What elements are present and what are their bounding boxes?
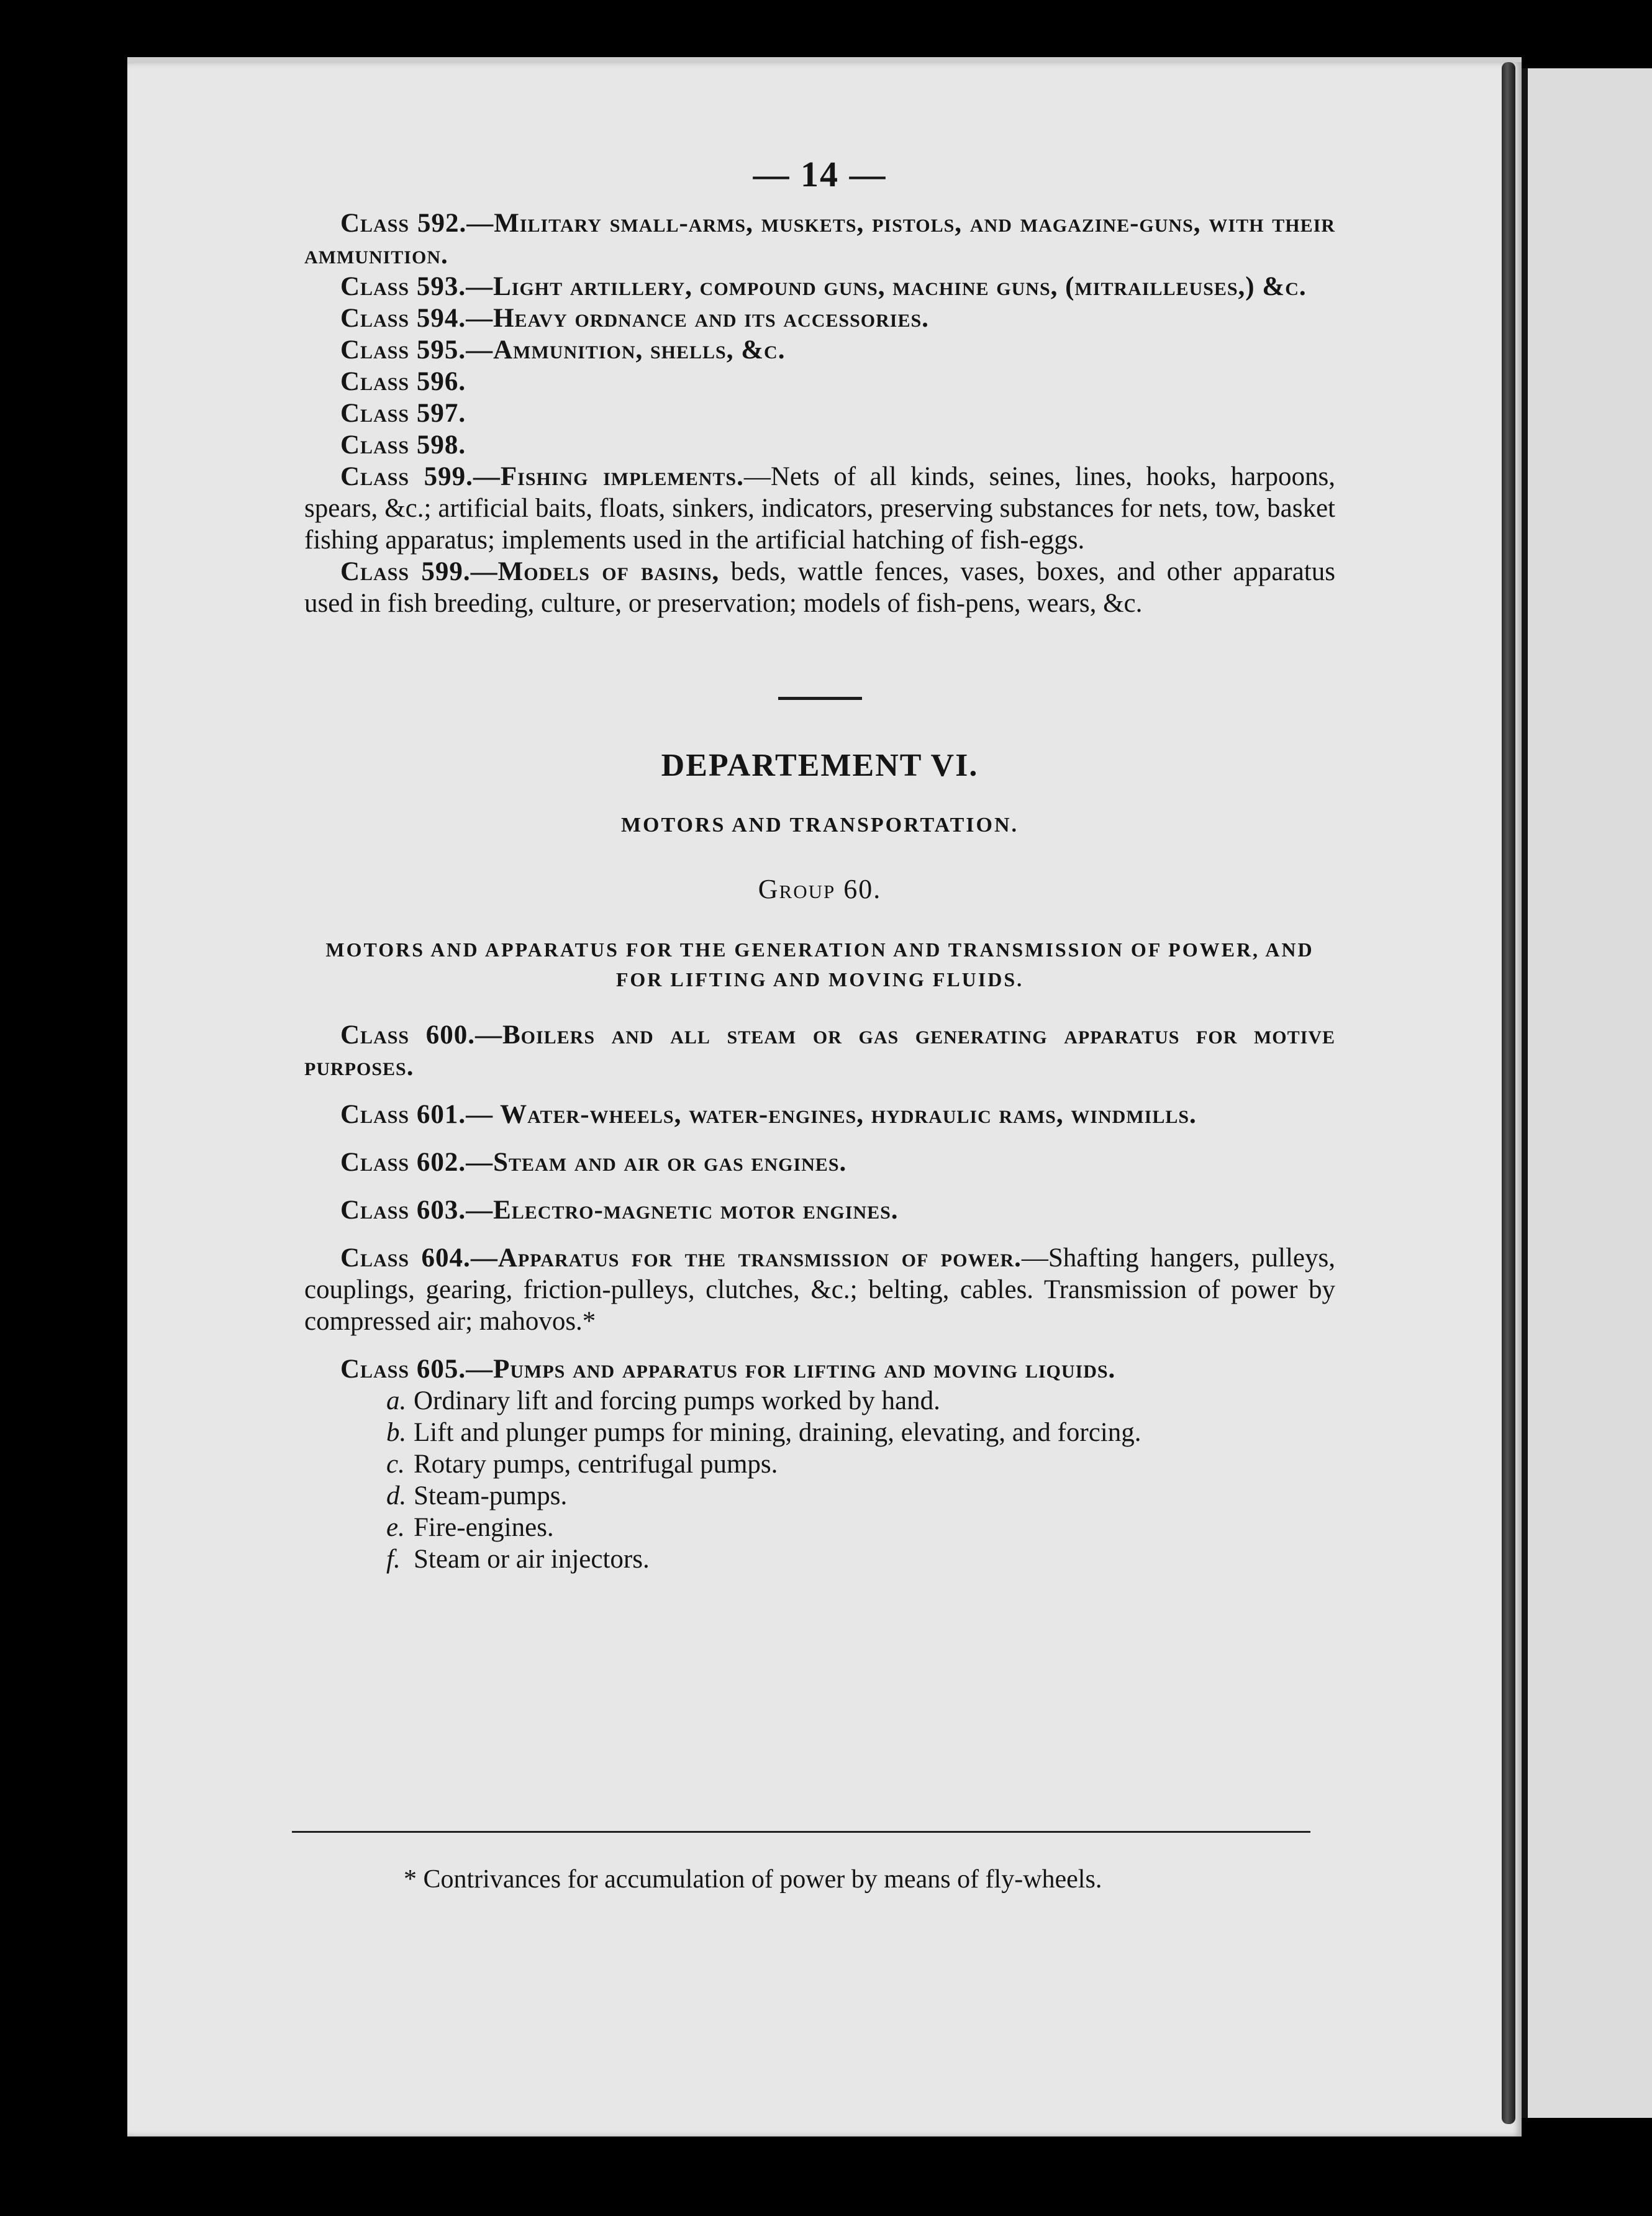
class-entry-595: Class 595.—Ammunition, shells, &c. bbox=[340, 335, 786, 365]
class-entry-600: Class 600.—Boilers and all steam or gas generating apparatus for motive purposes. bbox=[304, 1020, 1335, 1081]
list-item: a. Ordinary lift and forcing pumps worked by hand. bbox=[386, 1386, 940, 1415]
class-entry-593: Class 593.—Light artillery, compound guns, machine guns, (mitrailleuses,) &c. bbox=[340, 272, 1307, 301]
class-605-sublist bbox=[386, 1385, 1335, 1575]
list-item: b. Lift and plunger pumps for mining, draining, elevating, and forcing. bbox=[386, 1418, 1141, 1447]
adjacent-page-edge bbox=[1522, 68, 1652, 2118]
department-subtitle: MOTORS AND TRANSPORTATION. bbox=[620, 814, 1019, 837]
list-item: f. Steam or air injectors. bbox=[386, 1545, 650, 1574]
list-item: d. Steam-pumps. bbox=[386, 1481, 568, 1510]
page-content bbox=[304, 154, 1335, 1575]
bottom-entries bbox=[304, 1019, 1335, 1575]
class-entry-602: Class 602.—Steam and air or gas engines. bbox=[340, 1148, 847, 1177]
footnote: * Contrivances for accumulation of power by means of fly-wheels. bbox=[404, 1865, 1102, 1894]
class-entry-599-fishing: Class 599.—Fishing implements.—Nets of all kinds, seines, lines, hooks, harpoons, spears, &c.; artificial baits, floats, sinkers, indicators, preserving substances for nets, tow, basket fishing apparatus; implements used in the artificial hatching of fish-eggs. bbox=[304, 462, 1335, 555]
class-entry-603: Class 603.—Electro-magnetic motor engines. bbox=[340, 1196, 899, 1225]
class-entry-604: Class 604.—Apparatus for the transmission of power.—Shafting hangers, pulleys, couplings, gearing, friction-pulleys, clutches, &c.; belting, cables. Transmission of power by compressed air; mahovos.* bbox=[304, 1243, 1335, 1336]
list-item: c. Rotary pumps, centrifugal pumps. bbox=[386, 1450, 778, 1479]
class-entry-594: Class 594.—Heavy ordnance and its accessories. bbox=[340, 304, 929, 333]
footnote-divider bbox=[292, 1831, 1310, 1833]
class-entry-592: Class 592.—Military small-arms, muskets, pistols, and magazine-guns, with their ammunition. bbox=[304, 209, 1335, 270]
list-item: e. Fire-engines. bbox=[386, 1513, 554, 1542]
class-entry-605: Class 605.—Pumps and apparatus for lifting and moving liquids. bbox=[340, 1355, 1116, 1384]
section-divider bbox=[778, 697, 862, 700]
class-entry-601: Class 601.— Water-wheels, water-engines, hydraulic rams, windmills. bbox=[340, 1100, 1197, 1129]
department-heading: DEPARTEMENT VI. bbox=[661, 748, 979, 783]
class-entry-598: Class 598. bbox=[340, 430, 466, 460]
group-description: MOTORS AND APPARATUS FOR THE GENERATION AND TRANSMISSION OF POWER, AND FOR LIFTING AND MOVING FLUIDS. bbox=[325, 938, 1314, 991]
top-entries bbox=[304, 207, 1335, 619]
class-entry-596: Class 596. bbox=[340, 367, 466, 396]
page-number: — 14 — bbox=[753, 154, 887, 194]
class-entry-597: Class 597. bbox=[340, 399, 466, 428]
book-spine bbox=[1502, 62, 1515, 2124]
group-heading: Group 60. bbox=[758, 874, 882, 904]
class-entry-599-models: Class 599.—Models of basins, beds, wattle fences, vases, boxes, and other apparatus used in fish breeding, culture, or preservation; models of fish-pens, wears, &c. bbox=[304, 557, 1335, 618]
